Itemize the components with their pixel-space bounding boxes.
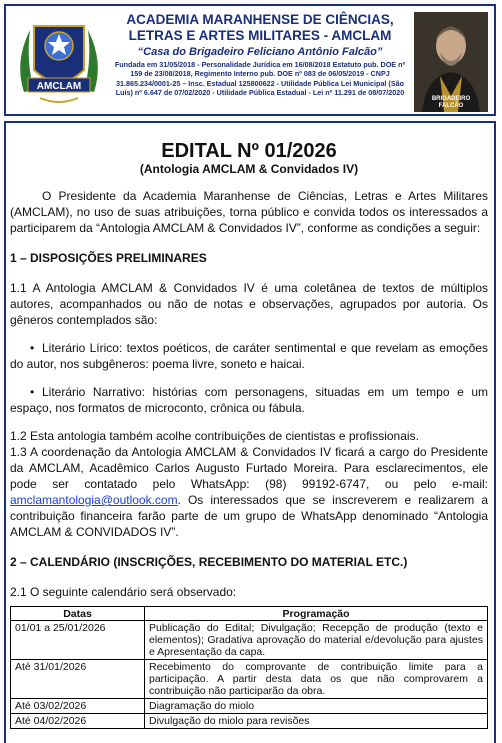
portrait-caption-line2: FALCÃO xyxy=(438,103,464,109)
calendar-date-cell: Até 03/02/2026 xyxy=(11,699,145,714)
calendar-program-cell: Diagramação do miolo xyxy=(145,699,488,714)
calendar-header-row xyxy=(11,607,488,621)
calendar-table xyxy=(10,606,488,729)
section-2-heading: 2 – CALENDÁRIO (INSCRIÇÕES, RECEBIMENTO DO MATERIAL ETC.) xyxy=(10,555,408,569)
brigadeiro-portrait xyxy=(414,12,488,112)
edital-subtitle: (Antologia AMCLAM & Convidados IV) xyxy=(139,162,359,176)
portrait-caption xyxy=(414,96,488,110)
bullet-icon: • xyxy=(30,341,35,355)
clause-1-3-text-b: . Os interessados que se inscreverem e realizarem a contribuição financeira farão parte de um grupo de WhatsApp denominado “Antologia AMCLAM & CONVIDADOS IV”. xyxy=(10,493,488,539)
clause-1-3-text-a: 1.3 A coordenação da Antologia AMCLAM & Convidados IV ficará a cargo do Presidente da AMCLAM, Acadêmico Carlos Augusto Furtado Moreira. Para esclarecimentos, ele pode ser contatado pelo WhatsApp: (98) 99192-6747, ou pelo e-mail: xyxy=(10,445,488,491)
edital-title: EDITAL Nº 01/2026 xyxy=(161,140,337,162)
calendar-date-cell: Até 31/01/2026 xyxy=(11,660,145,699)
section-1-heading: 1 – DISPOSIÇÕES PRELIMINARES xyxy=(10,251,207,265)
clause-2-1: 2.1 O seguinte calendário será observado: xyxy=(10,585,237,599)
genre-bullet-narrative-text: Literário Narrativo: histórias com personagens, situadas em um tempo e um espaço, nos formatos de microconto, crônica ou fábula. xyxy=(10,385,488,415)
calendar-program-cell: Publicação do Edital; Divulgação; Recepção de produção (texto e elementos); Gradativa aprovação do material e/devolução para ajustes e Apresentação da capa. xyxy=(145,621,488,660)
portrait-caption-line1: BRIGADEIRO xyxy=(431,96,471,102)
genre-bullet-lyric-text: Literário Lírico: textos poéticos, de caráter sentimental e que revelam as emoções do autor, nos subgêneros: poema livre, soneto e haicai. xyxy=(10,341,488,371)
calendar-program-cell: Recebimento do comprovante de contribuição limite para a participação. A partir desta data os que não comprovarem a contribuição não participarão da obra. xyxy=(145,660,488,699)
genre-bullet-narrative xyxy=(10,384,488,416)
letterhead xyxy=(4,4,496,116)
calendar-header-program: Programação xyxy=(145,607,488,621)
table-row xyxy=(11,621,488,660)
institution-legal-info: Fundada em 31/05/2018 - Personalidade Jurídica em 16/08/2018 Estatuto pub. DOE nº 159 de 23/08/2018, Regimento Interno pub. DOE nº 083 de 06/05/2019 - CNPJ 31.865.234/0001-25 – Insc. Estadual 125800622 - Utilidade Pública Lei Municipal (São Luís) nº 6.647 de 07/02/2020 - Utilidade Pública Estadual - Lei nº 11.291 de 08/07/2020 xyxy=(114,60,406,98)
clause-1-2: 1.2 Esta antologia também acolhe contribuições de cientistas e profissionais. xyxy=(10,429,419,443)
institution-name-line2: LETRAS E ARTES MILITARES - AMCLAM xyxy=(128,28,392,43)
table-row xyxy=(11,699,488,714)
letterhead-text xyxy=(112,12,408,98)
genre-bullet-lyric xyxy=(10,340,488,372)
table-row xyxy=(11,714,488,729)
logo-text: AMCLAM xyxy=(36,81,82,92)
edital-content xyxy=(10,140,488,729)
institution-name-line1: ACADEMIA MARANHENSE DE CIÊNCIAS, xyxy=(126,12,394,27)
clause-1-3 xyxy=(10,444,488,540)
institution-motto: “Casa do Brigadeiro Feliciano Antônio Falcão” xyxy=(137,46,383,58)
intro-paragraph: O Presidente da Academia Maranhense de Ciências, Letras e Artes Militares (AMCLAM), no uso de suas atribuições, torna público e convida todos os interessados a participarem da “Antologia AMCLAM & Convidados IV”, conforme as condições a seguir: xyxy=(10,189,488,235)
table-row xyxy=(11,660,488,699)
calendar-header-dates: Datas xyxy=(11,607,145,621)
bullet-icon: • xyxy=(30,385,35,399)
calendar-program-cell: Divulgação do miolo para revisões xyxy=(145,714,488,729)
contact-email-link[interactable]: amclamantologia@outlook.com xyxy=(10,493,178,507)
calendar-date-cell: Até 04/02/2026 xyxy=(11,714,145,729)
calendar-date-cell: 01/01 a 25/01/2026 xyxy=(11,621,145,660)
clause-1-1: 1.1 A Antologia AMCLAM & Convidados IV é uma coletânea de textos de múltiplos autores, acompanhados ou não de notas e observações, agrupados por autoria. Os gêneros contemplados são: xyxy=(10,281,488,327)
amclam-logo xyxy=(10,12,108,110)
